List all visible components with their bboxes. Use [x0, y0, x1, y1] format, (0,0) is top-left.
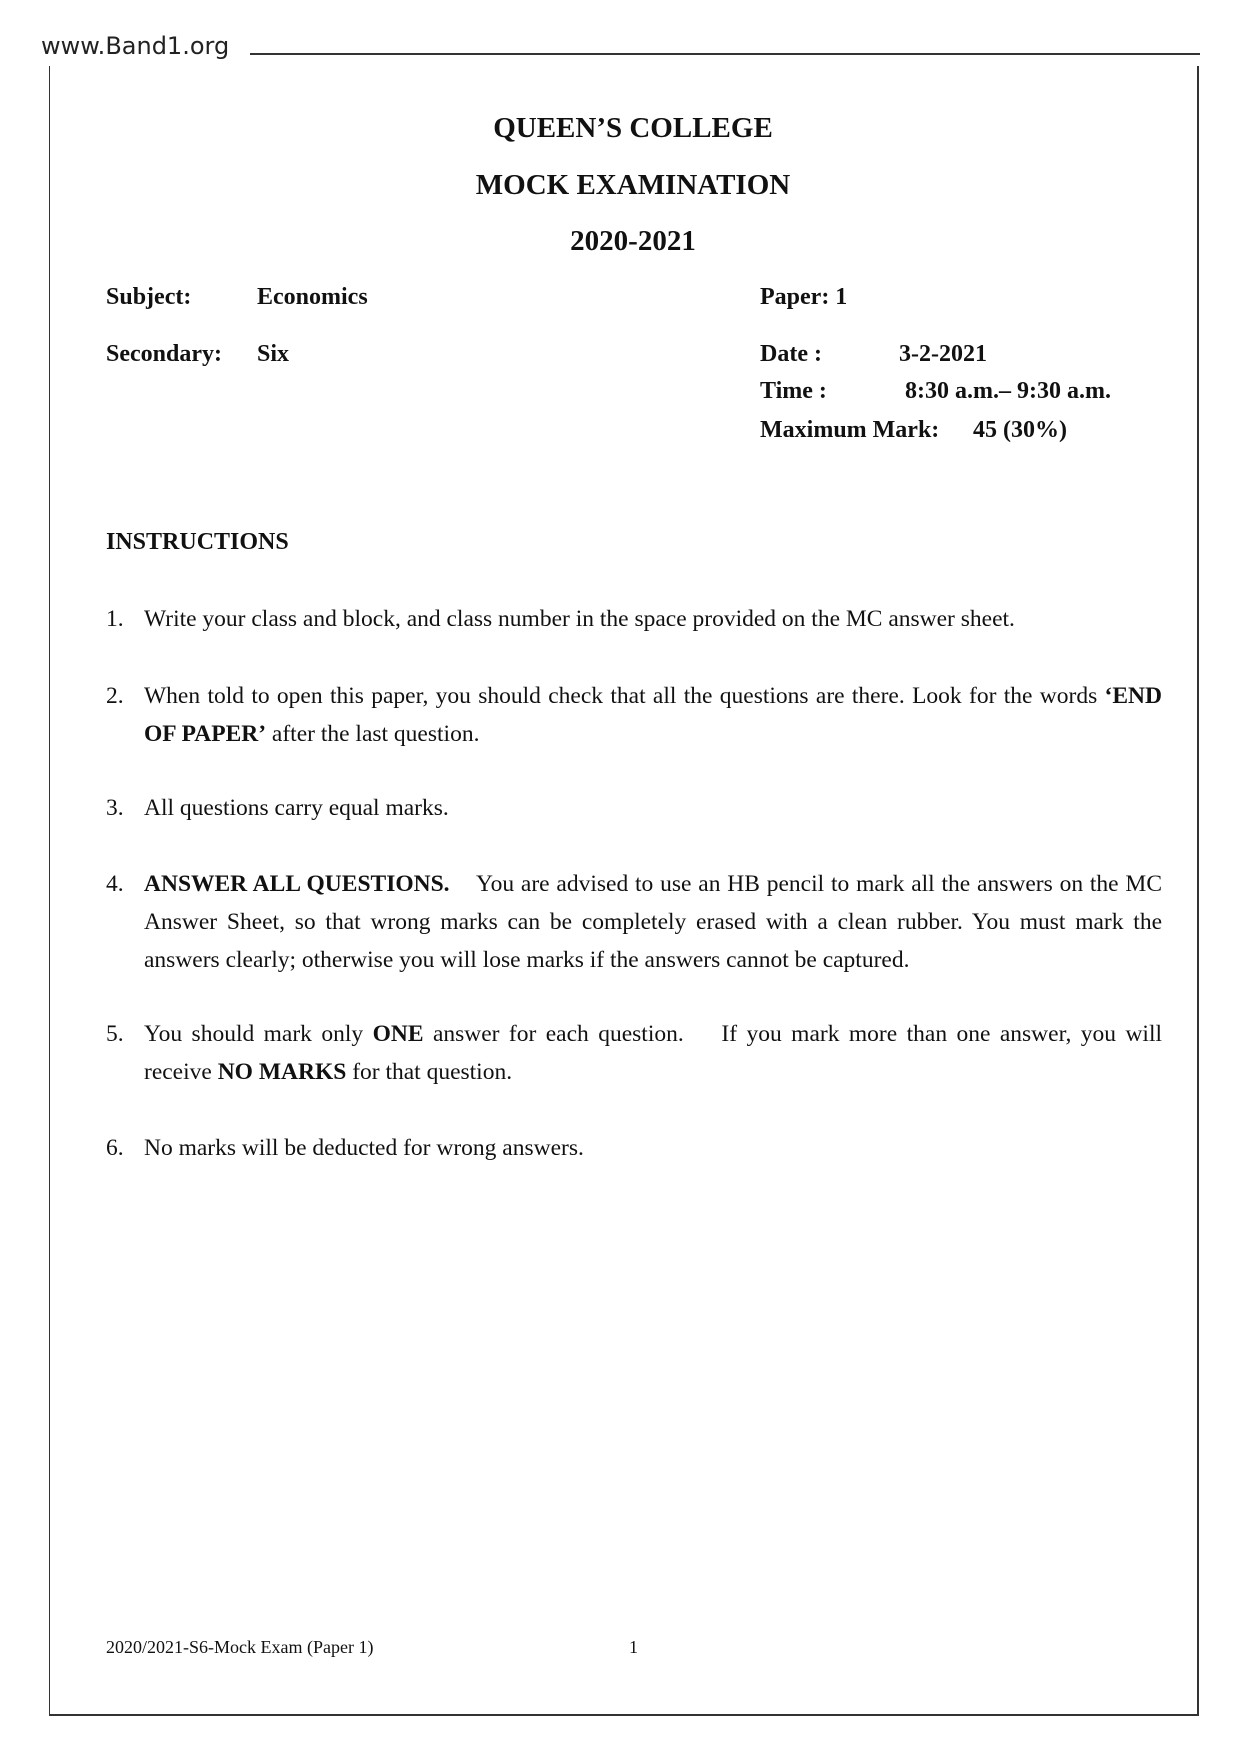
date-value: 3-2-2021 [899, 341, 987, 367]
item-emphasis: NO MARKS [217, 1059, 347, 1085]
item-number: 6. [106, 1135, 124, 1161]
item-emphasis: ONE [372, 1021, 424, 1047]
max-mark-label: Maximum Mark: [760, 417, 940, 443]
page-number: 1 [629, 1637, 638, 1657]
school-title: QUEEN’S COLLEGE [493, 112, 773, 144]
item-text: You should mark only [144, 1021, 373, 1047]
instruction-item [106, 789, 1162, 827]
item-emphasis: ANSWER ALL QUESTIONS. [144, 871, 450, 897]
date-label: Date : [760, 341, 822, 367]
instruction-item [106, 1015, 1168, 1091]
item-text: Write your class and block, and class number in the space provided on the MC answer sheet. [144, 606, 1015, 632]
item-emphasis: ‘END OF PAPER’ [144, 683, 1162, 747]
secondary-value: Six [257, 341, 290, 367]
exam-title: MOCK EXAMINATION [475, 169, 791, 201]
item-number: 5. [106, 1021, 124, 1047]
exam-year: 2020-2021 [570, 225, 696, 257]
time-value: 8:30 a.m.– 9:30 a.m. [905, 378, 1111, 404]
instruction-item [106, 865, 1168, 979]
item-number: 2. [106, 683, 124, 709]
item-text: for that question. [346, 1059, 513, 1085]
item-number: 1. [106, 606, 124, 632]
footer-label: 2020/2021-S6-Mock Exam (Paper 1) [106, 1637, 374, 1657]
secondary-label: Secondary: [106, 341, 222, 367]
item-text: All questions carry equal marks. [144, 795, 449, 821]
max-mark-value: 45 (30%) [973, 417, 1067, 443]
subject-value: Economics [257, 284, 368, 310]
item-number: 3. [106, 795, 124, 821]
item-text: You are advised to use an HB pencil to mark all the answers on the MC Answer Sheet, so that wrong marks can be completely erased with a clean rubber. You must mark the answers clearly; otherwise you will lose marks if the answers cannot be captured. [144, 871, 1168, 973]
instructions-heading: INSTRUCTIONS [106, 529, 289, 555]
top-rule [250, 53, 1200, 55]
instruction-item [106, 677, 1162, 753]
subject-label: Subject: [106, 284, 192, 310]
item-text: after the last question. [266, 721, 480, 747]
paper-number: Paper: 1 [760, 284, 848, 310]
item-number: 4. [106, 871, 124, 897]
instruction-item [106, 600, 1162, 638]
instruction-item [106, 1129, 1162, 1167]
time-label: Time : [760, 378, 827, 404]
item-text: answer for each question. If you mark more than one answer, you will receive [144, 1021, 1168, 1085]
watermark: www.Band1.org [41, 32, 230, 60]
item-text: When told to open this paper, you should check that all the questions are there. Look for the words [144, 683, 1105, 709]
item-text: No marks will be deducted for wrong answers. [144, 1135, 584, 1161]
